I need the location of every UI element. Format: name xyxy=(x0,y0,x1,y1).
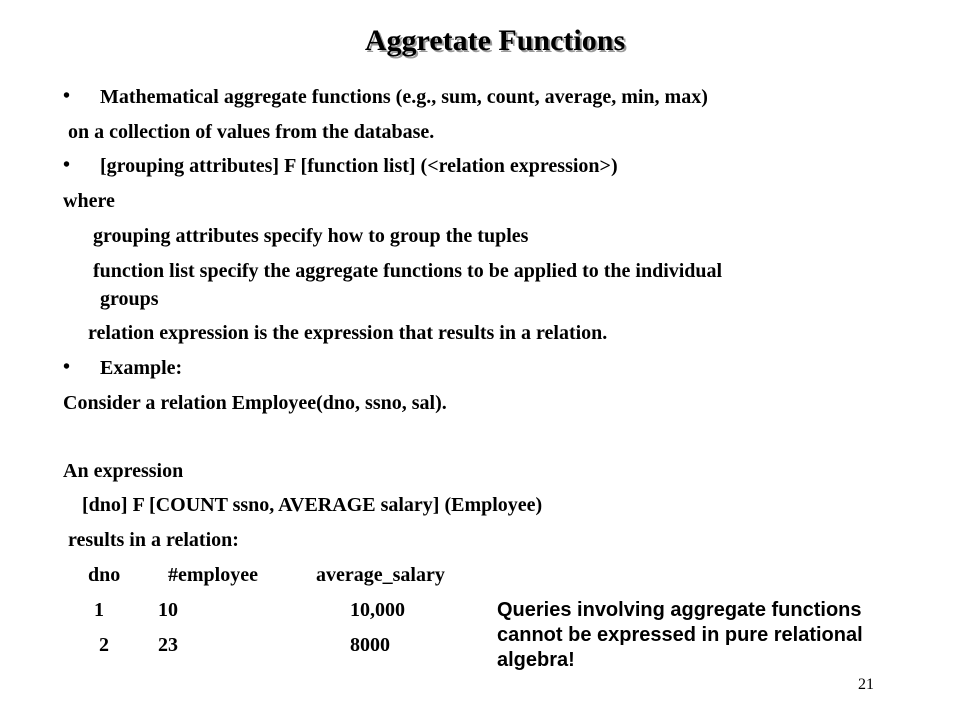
text-expression: [dno] F [COUNT ssno, AVERAGE salary] (Employee) xyxy=(82,494,543,516)
text-collection-of-values: on a collection of values from the database. xyxy=(68,121,435,143)
text-an-expression: An expression xyxy=(63,460,184,482)
text-results-in-relation: results in a relation: xyxy=(68,529,239,551)
table-cell: 23 xyxy=(158,634,178,656)
table-header-dno: dno xyxy=(88,564,121,586)
bullet-text-aggregate-functions: Mathematical aggregate functions (e.g., sum, count, average, min, max) xyxy=(100,86,708,108)
slide-title: Aggretate Functions xyxy=(364,24,626,57)
text-function-list: function list specify the aggregate functions to be applied to the individual xyxy=(93,260,723,282)
table-header-average-salary: average_salary xyxy=(316,564,445,586)
bullet-icon: • xyxy=(63,154,71,176)
text-grouping-attributes: grouping attributes specify how to group the tuples xyxy=(93,225,529,247)
table-cell: 10,000 xyxy=(350,599,405,621)
bullet-icon: • xyxy=(63,85,71,107)
table-cell: 8000 xyxy=(350,634,390,656)
text-consider-relation: Consider a relation Employee(dno, ssno, sal). xyxy=(63,392,447,414)
page-number: 21 xyxy=(858,676,874,693)
bullet-text-example: Example: xyxy=(100,357,183,379)
bullet-text-syntax: [grouping attributes] F [function list] (<relation expression>) xyxy=(100,155,618,177)
text-groups: groups xyxy=(100,288,159,310)
bullet-icon: • xyxy=(63,356,71,378)
table-cell: 2 xyxy=(99,634,109,656)
text-relation-expression: relation expression is the expression that results in a relation. xyxy=(88,322,608,344)
table-header-employee: #employee xyxy=(168,564,258,586)
table-cell: 10 xyxy=(158,599,178,621)
table-cell: 1 xyxy=(94,599,104,621)
text-where: where xyxy=(63,190,115,212)
aggregate-note: Queries involving aggregate functions cannot be expressed in pure relational algebra! xyxy=(497,599,863,671)
